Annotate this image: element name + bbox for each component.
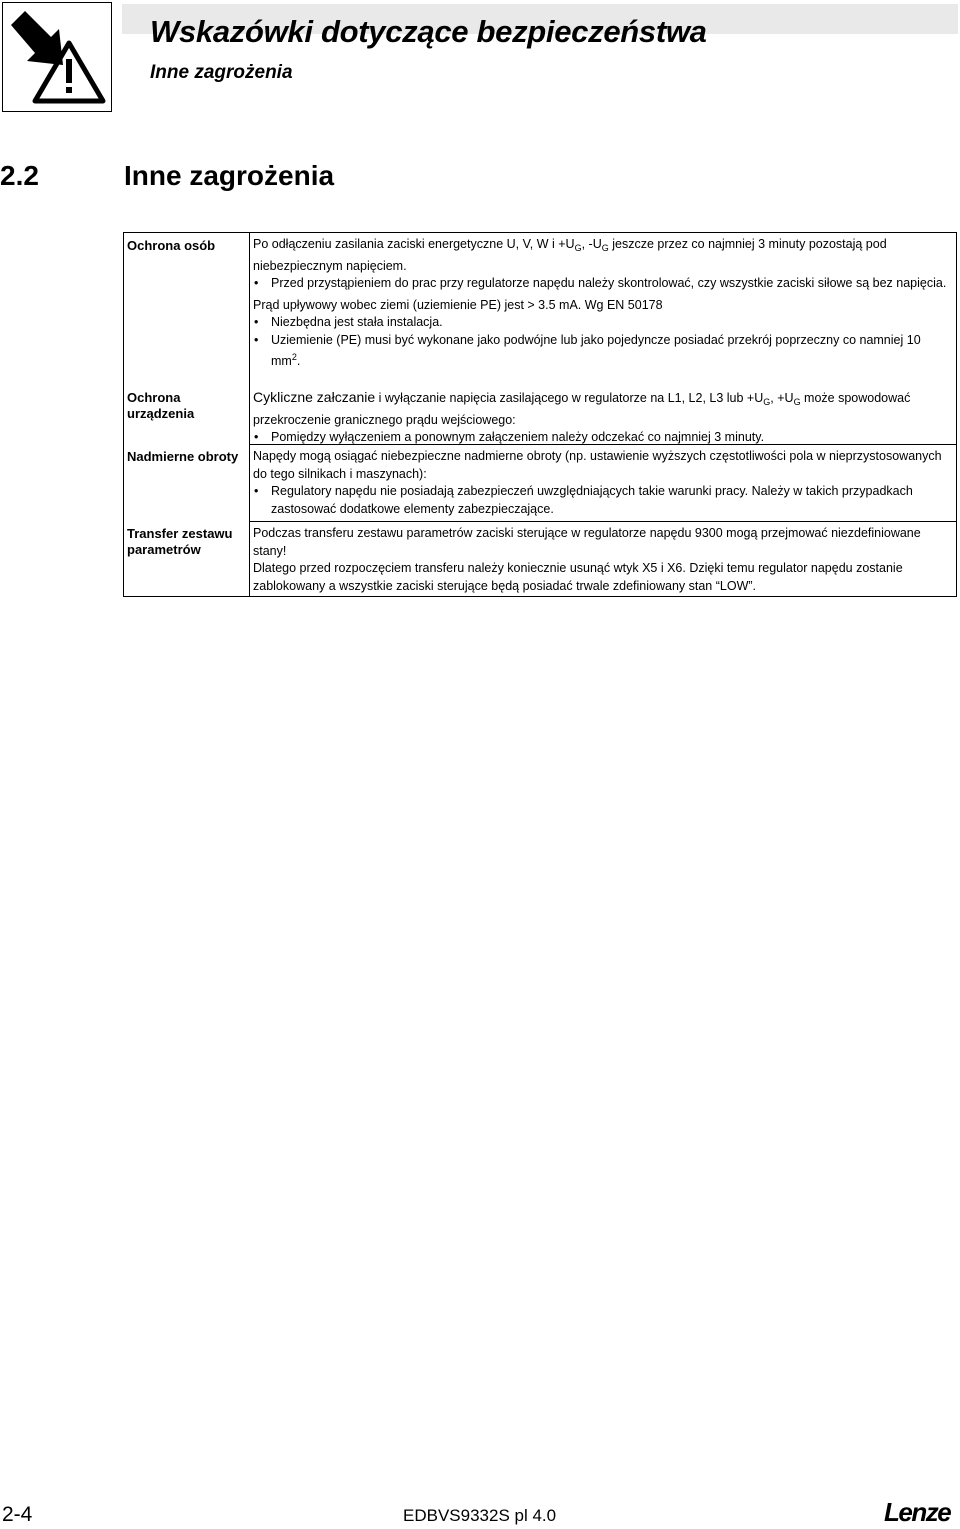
personnel-bullet-3: • Uziemienie (PE) musi być wykonane jako podwójne lub jako pojedyncze posiadać przekrój poprzeczny co namniej 10 $mm^2$. (253, 332, 953, 371)
section-title: Inne zagrożenia (124, 160, 335, 191)
footer-page-number: 2-4 (2, 1503, 33, 1526)
arrow-warning-triangle-icon (3, 3, 113, 113)
page-subtitle: Inne zagrożenia (150, 62, 293, 83)
transfer-text-2: Dlatego przed rozpoczęciem transferu należy koniecznie usunąć wtyk X5 i X6. Dzięki temu regulator napędu zostanie zablokowany a wszystkie zaciski sterujące będą posiadać trwale zdefiniowany stan “LOW”. (253, 561, 903, 593)
personnel-bullet-2: • Niezbędna jest stała instalacja. (253, 314, 953, 332)
device-text: Cykliczne załczanie i wyłączanie napięcia zasilającego w regulatorze na L1, L2, L3 lub $+U_G$, $+U_G$ może spowodować przekroczenie granicznego prądu wejściowego: (253, 389, 911, 427)
transfer-text-1: Podczas transferu zestawu parametrów zaciski sterujące w regulatorze napędu 9300 mogą przejmować niezdefiniowane stany! (253, 526, 921, 558)
warning-icon-box (2, 2, 112, 112)
section-heading (0, 160, 334, 192)
overspeed-text: Napędy mogą osiągać niebezpieczne nadmierne obroty (np. ustawienie wyższych częstotliwości pola w nieprzystosowanych do tego silnikach i maszynach): (253, 449, 942, 481)
row-label-overspeed: Nadmierne obroty (127, 449, 239, 464)
personnel-bullet-1: • Przed przystąpieniem do prac przy regulatorze napędu należy skontrolować, czy wszystkie zaciski siłowe są bez napięcia. (253, 275, 953, 293)
footer-document-id: EDBVS9332S pl 4.0 (403, 1506, 557, 1525)
row-separator (249, 521, 956, 522)
overspeed-bullet-1: • Regulatory napędu nie posiadają zabezpieczeń uwzględniających takie warunki pracy. Należy w takich przypadkach zastosować dodatkowe elementy zabezpieczające. (253, 483, 953, 518)
row-body-transfer (253, 525, 953, 595)
row-label-transfer: Transfer zestawu parametrów (127, 526, 233, 557)
lenze-logo: Lenze (884, 1497, 951, 1527)
row-body-personnel (253, 236, 953, 371)
row-label-personnel: Ochrona osób (127, 238, 216, 253)
page-title: Wskazówki dotyczące bezpieczeństwa (150, 14, 707, 49)
section-number: 2.2 (0, 160, 39, 191)
row-separator (249, 444, 956, 445)
row-label-device: Ochrona urządzenia (127, 390, 195, 421)
row-body-device (253, 389, 953, 447)
row-body-overspeed (253, 448, 953, 518)
personnel-intro: Po odłączeniu zasilania zaciski energetyczne U, V, W $i +U_G$, $-U_G$ jeszcze przez co najmniej 3 minuty pozostają pod niebezpiecznym napięciem. (253, 237, 887, 273)
device-bullet-1: • Pomiędzy wyłączeniem a ponownym załączeniem należy odczekać co najmniej 3 minuty. (253, 429, 953, 447)
personnel-leakage: Prąd upływowy wobec ziemi (uziemienie PE) jest > 3.5 mA. Wg EN 50178 (253, 297, 663, 312)
column-divider (249, 233, 250, 596)
safety-table (123, 232, 957, 597)
